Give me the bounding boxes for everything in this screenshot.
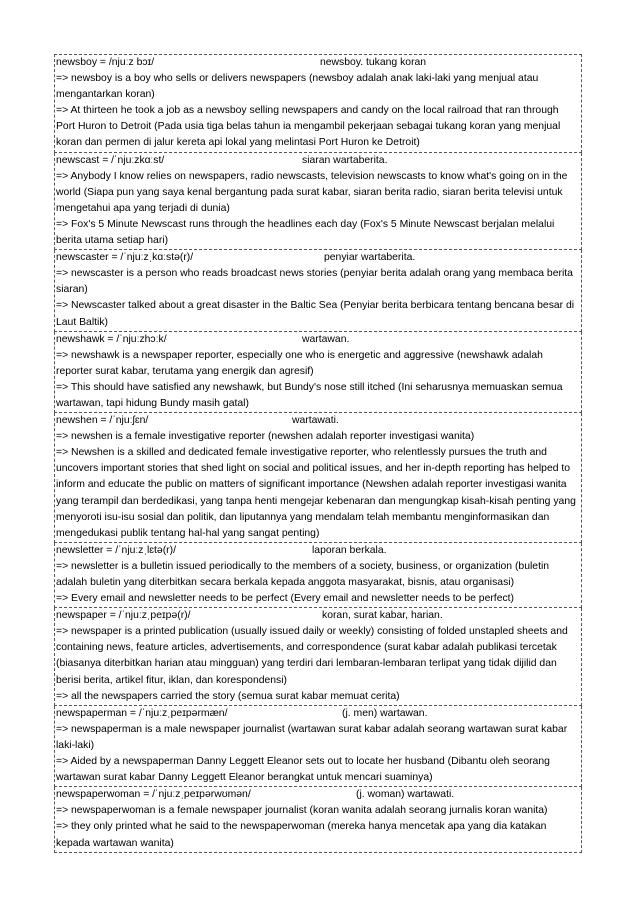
entry-header xyxy=(56,543,580,559)
dictionary-entry xyxy=(54,706,582,787)
meaning: wartawati. xyxy=(292,415,339,427)
meaning: koran, surat kabar, harian. xyxy=(322,610,443,622)
entry-header xyxy=(56,55,580,71)
definition-line: => newspaperman is a male newspaper journalist (wartawan surat kabar adalah seorang wartawan surat kabar laki-laki) xyxy=(56,723,568,751)
example-line: => Fox's 5 Minute Newscast runs through the headlines each day (Fox's 5 Minute Newscast berjalan melalui berita utama setiap hari) xyxy=(56,218,555,247)
headword: newsletter = /ˈnjuːzˌlɛtə(r)/ xyxy=(56,544,176,556)
meaning: wartawan. xyxy=(302,333,350,345)
dictionary-entry xyxy=(54,54,582,153)
entry-header xyxy=(56,250,580,266)
definition-line: => newsboy is a boy who sells or delivers newspapers (newsboy adalah anak laki-laki yang menjual atau mengantarkan koran) xyxy=(56,73,539,101)
meaning: (j. men) wartawan. xyxy=(342,707,428,719)
entry-header xyxy=(56,706,580,722)
definition-line: => newshen is a female investigative reporter (newshen adalah reporter investigasi wanita) xyxy=(56,431,475,443)
meaning: siaran wartaberita. xyxy=(302,154,388,166)
example-line: => they only printed what he said to the newspaperwoman (mereka hanya mencetak apa yang dia katakan kepada wartawan wanita) xyxy=(56,821,547,849)
definition-line: => newshawk is a newspaper reporter, especially one who is energetic and aggressive (newshawk adalah reporter surat kabar, terutama yang energik dan agresif) xyxy=(56,349,543,377)
entry-header xyxy=(56,787,580,803)
entry-header xyxy=(56,413,580,429)
dictionary-entry xyxy=(54,787,582,852)
headword: newspaper = /ˈnjuːzˌpeɪpə(r)/ xyxy=(56,610,191,622)
headword: newshawk = /ˈnjuːzhɔːk/ xyxy=(56,333,167,345)
example-line: => Newshen is a skilled and dedicated female investigative reporter, who relentlessly pursues the truth and uncovers important stories that shed light on social and political issues, and her in-depth reporting has helped to inform and educate the public on matters of significant importance (Newshen adalah reporter investigasi wanita yang terampil dan berdedikasi, yang tanpa henti mengejar kebenaran dan mengungkap kisah-kisah penting yang menyoroti isu-isu sosial dan politik, dan liputannya yang mendalam telah membantu menginformasikan dan mengedukasi publik tentang hal-hal yang sangat penting) xyxy=(56,447,576,539)
example-line: => At thirteen he took a job as a newsboy selling newspapers and candy on the local railroad that ran through Port Huron to Detroit (Pada usia tiga belas tahun ia mengambil pekerjaan sebagai tukang koran yang menjual koran dan permen di jalur kereta api lokal yang melintasi Port Huron ke Detroit) xyxy=(56,105,561,149)
meaning: penyiar wartaberita. xyxy=(324,252,416,264)
meaning: laporan berkala. xyxy=(312,544,387,556)
dictionary-entry xyxy=(54,332,582,413)
definition-line: => newspaper is a printed publication (usually issued daily or weekly) consisting of folded unstapled sheets and containing news, feature articles, advertisements, and correspondence (surat kabar adalah publikasi tercetak (biasanya diterbitkan harian atau mingguan) yang terdiri dari lembaran-lembaran terlipat yang tidak dijilid dan berisi berita, artikel fitur, iklan, dan korespondensi) xyxy=(56,626,568,686)
dictionary-entry xyxy=(54,250,582,331)
example-line: => This should have satisfied any newshawk, but Bundy's nose still itched (Ini seharusnya memuaskan semua wartawan, tapi hidung Bundy masih gatal) xyxy=(56,381,563,409)
headword: newsboy = /njuːz bɔɪ/ xyxy=(56,57,155,68)
meaning: newsboy. tukang koran xyxy=(320,57,427,68)
example-line: => Newscaster talked about a great disaster in the Baltic Sea (Penyiar berita berbicara tentang bencana besar di Laut Baltik) xyxy=(56,300,575,328)
headword: newscaster = /ˈnjuːzˌkɑːstə(r)/ xyxy=(56,252,194,264)
example-line: => Aided by a newspaperman Danny Leggett Eleanor sets out to locate her husband (Dibantu oleh seorang wartawan surat kabar Danny Leggett Eleanor berangkat untuk mencari suaminya) xyxy=(56,756,550,784)
example-line: => all the newspapers carried the story (semua surat kabar memuat cerita) xyxy=(56,690,400,702)
headword: newspaperman = /ˈnjuːzˌpeɪpərmæn/ xyxy=(56,707,228,719)
headword: newshen = /ˈnjuːʃɛn/ xyxy=(56,415,149,427)
dictionary-entry xyxy=(54,413,582,543)
definition-line: => Anybody I know relies on newspapers, radio newscasts, television newscasts to know what's going on in the world (Siapa pun yang saya kenal bergantung pada surat kabar, siaran berita radio, siaran berita televisi untuk mengetahui apa yang terjadi di dunia) xyxy=(56,170,568,214)
dictionary-entry xyxy=(54,608,582,706)
dictionary-entry xyxy=(54,543,582,608)
definition-line: => newspaperwoman is a female newspaper journalist (koran wanita adalah seorang jurnalis koran wanita) xyxy=(56,805,548,817)
entry-header xyxy=(56,608,580,624)
headword: newscast = /ˈnjuːzkɑːst/ xyxy=(56,154,165,166)
example-line: => Every email and newsletter needs to be perfect (Every email and newsletter needs to be perfect) xyxy=(56,593,515,605)
entry-header xyxy=(56,153,580,169)
headword: newspaperwoman = /ˈnjuːzˌpeɪpərwʊmən/ xyxy=(56,789,251,801)
dictionary-entry xyxy=(54,153,582,251)
definition-line: => newsletter is a bulletin issued periodically to the members of a society, business, or organization (buletin adalah buletin yang diterbitkan secara berkala kepada anggota masyarakat, bisnis, atau organisasi) xyxy=(56,560,550,588)
entry-header xyxy=(56,332,580,348)
meaning: (j. woman) wartawati. xyxy=(356,789,455,801)
dictionary-list xyxy=(54,54,582,853)
definition-line: => newscaster is a person who reads broadcast news stories (penyiar berita adalah orang yang membaca berita siaran) xyxy=(56,268,573,296)
